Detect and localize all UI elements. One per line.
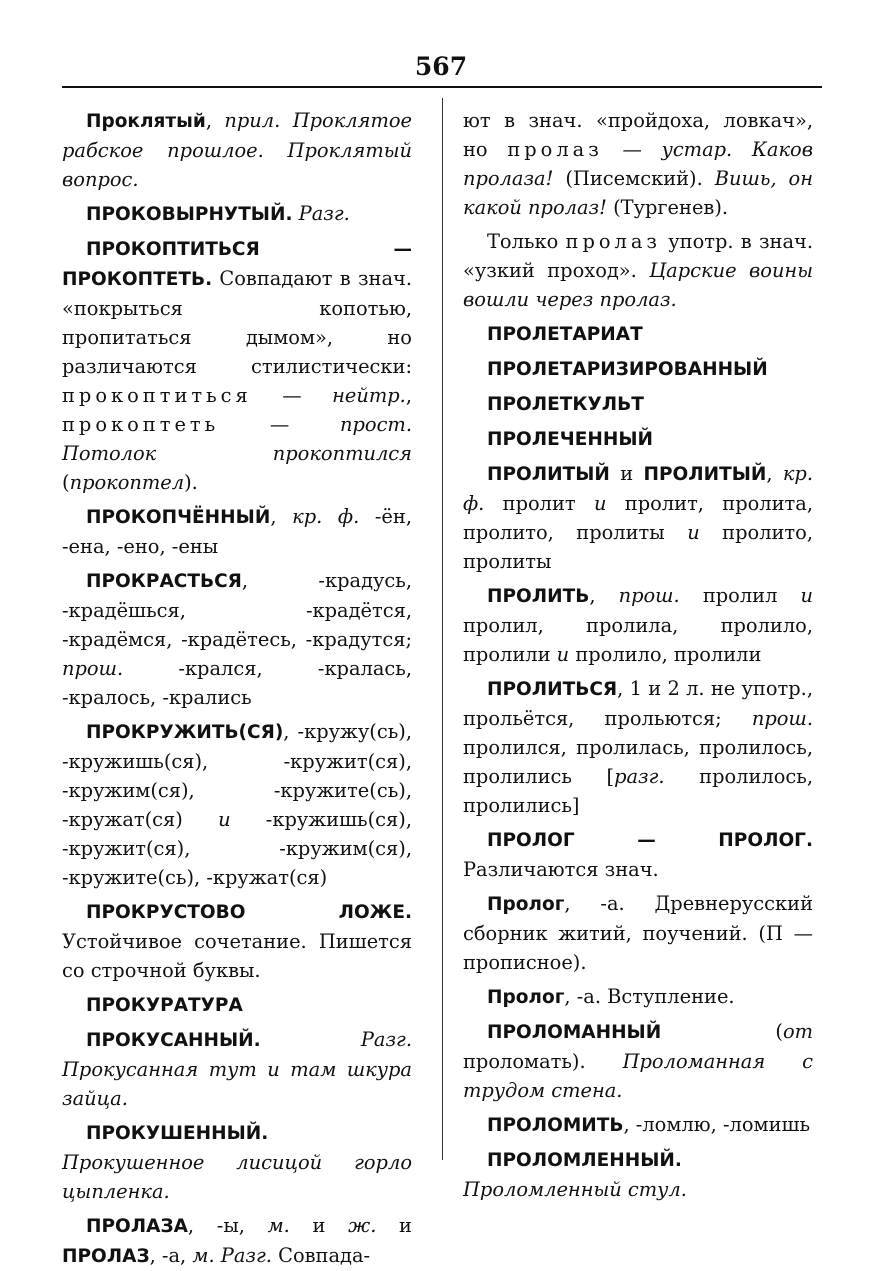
headword: ПРОЛЕЧЕННЫЙ	[487, 429, 653, 450]
entry-text: пролилось, пролились]	[463, 765, 813, 817]
entry-text: ют в знач. «пройдоха, ловкач», но	[463, 109, 813, 161]
entry-text: Совпада-	[271, 1244, 371, 1267]
entry-text: (	[661, 1020, 783, 1043]
headword: ПРОЛОМАННЫЙ	[487, 1022, 662, 1043]
italic-text: кр. ф.	[292, 505, 360, 528]
entry-text: -кружишь(ся), -кружит(ся), -кружим(ся), -кружите(сь), -кружат(ся)	[62, 808, 412, 889]
entry-text: , -а,	[149, 1244, 193, 1267]
entry-text: -крался, -кралась, -кралось, -крались	[62, 657, 412, 709]
dictionary-entry	[463, 354, 813, 384]
dictionary-entry	[463, 581, 813, 669]
page-number: 567	[414, 52, 468, 81]
italic-text: Проломленный стул.	[463, 1178, 687, 1201]
entry-text: проломать).	[463, 1050, 623, 1073]
entry-text: и	[376, 1214, 412, 1237]
dictionary-entry	[62, 717, 412, 892]
spaced-word: прокоптиться	[62, 384, 252, 407]
headword: ПРОЛОМЛЕННЫЙ.	[487, 1150, 682, 1171]
headword: ПРОЛЕТКУЛЬТ	[487, 394, 644, 415]
right-column	[463, 106, 813, 1204]
italic-text: м.	[267, 1214, 290, 1237]
entry-text: , -ломлю, -ломишь	[623, 1113, 811, 1136]
headword: ПРОЛАЗА	[86, 1216, 188, 1237]
italic-text: кр. ф.	[463, 462, 813, 515]
entry-text	[261, 1028, 361, 1051]
dictionary-entry	[62, 106, 412, 194]
dictionary-entry	[62, 1025, 412, 1113]
entry-text: , -крадусь, -крадёшься, -крадётся, -крадёмся, -крадётесь, -крадутся;	[62, 569, 412, 651]
headword: ПРОКОВЫРНУТЫЙ.	[86, 204, 293, 225]
entry-text: , -ы,	[187, 1214, 268, 1237]
entry-text: -ён, -ена, -ено, -ены	[62, 505, 412, 558]
headword: ПРОЛИТЫЙ	[643, 464, 767, 485]
entry-text: и	[289, 1214, 349, 1237]
dictionary-entry	[463, 424, 813, 454]
entry-text: , -а. Древнерусский сборник житий, поучений. (П — прописное).	[463, 892, 813, 974]
headword: ПРОКРАСТЬСЯ	[86, 571, 242, 592]
entry-text: ,	[766, 462, 783, 485]
italic-text: прокоптел	[69, 471, 185, 494]
italic-text: м. Разг.	[192, 1244, 272, 1267]
headword: Пролог	[487, 987, 565, 1008]
italic-text: прош.	[618, 584, 680, 607]
italic-text: и	[556, 643, 570, 666]
entry-text: употр. в знач. «узкий проход».	[463, 230, 813, 282]
entry-text: (Писемский).	[553, 167, 715, 190]
entry-text: , -кружу(сь), -кружишь(ся), -кружит(ся), -кружим(ся), -кружите(сь), -кружат(ся)	[62, 720, 412, 831]
italic-text: и	[687, 521, 700, 544]
dictionary-entry	[463, 889, 813, 977]
dictionary-entry	[463, 1017, 813, 1105]
entry-text: —	[251, 384, 333, 407]
entry-text: пролил	[679, 584, 801, 607]
headword: ПРОКРУСТОВО ЛОЖЕ.	[86, 902, 412, 923]
dictionary-entry	[62, 897, 412, 985]
headword: ПРОКУШЕННЫЙ.	[86, 1123, 269, 1144]
entry-text: Только	[487, 230, 566, 253]
italic-text: прил. Проклятое рабское прошлое. Проклятый вопрос.	[62, 109, 412, 191]
dictionary-entry	[463, 1110, 813, 1140]
entry-text: ,	[205, 109, 225, 132]
dictionary-entry	[463, 982, 813, 1012]
dictionary-entry	[62, 1118, 412, 1206]
headword: ПРОЛОМИТЬ	[487, 1115, 624, 1136]
entry-text: Устойчивое сочетание. Пишется со строчной буквы.	[62, 930, 412, 982]
headword: ПРОКРУЖИТЬ(СЯ)	[86, 722, 284, 743]
entry-text: —	[219, 413, 340, 436]
headword: ПРОЛИТЬСЯ	[487, 679, 618, 700]
spaced-word: пролаз	[507, 138, 603, 161]
entry-text: ,	[405, 384, 412, 407]
spaced-word: прокоптеть	[62, 413, 220, 436]
italic-text: разг.	[614, 765, 665, 788]
italic-text: Вишь, он какой пролаз!	[463, 167, 813, 219]
italic-text: ж.	[348, 1214, 377, 1237]
headword: Проклятый	[86, 111, 206, 132]
italic-text: Царские воины вошли через пролаз.	[463, 259, 813, 311]
entry-text: ).	[184, 471, 198, 494]
dictionary-entry	[463, 227, 813, 314]
italic-text: Разг. Прокусанная тут и там шкура зайца.	[62, 1028, 412, 1110]
italic-text: и	[593, 492, 607, 515]
spaced-word: пролаз	[565, 230, 661, 253]
entry-text: —	[602, 138, 662, 161]
italic-text: прош.	[62, 657, 124, 680]
dictionary-entry	[463, 674, 813, 820]
column-divider	[442, 98, 443, 1160]
entry-text: пролился, пролилась, пролилось, пролились [	[463, 736, 813, 788]
italic-text: устар. Каков пролаза!	[463, 138, 814, 190]
entry-text: ,	[270, 505, 293, 528]
entry-text: и	[609, 462, 644, 485]
header-rule	[62, 86, 822, 88]
entry-text: пролил, пролила, пролило, пролили	[463, 614, 813, 666]
headword: Пролог	[487, 894, 565, 915]
entry-text: пролито, пролиты	[463, 521, 814, 573]
entry-text: , -а. Вступление.	[564, 985, 735, 1008]
entry-text: (Тургенев).	[606, 196, 729, 219]
dictionary-entry	[463, 825, 813, 884]
left-column	[62, 106, 412, 1271]
headword: ПРОЛИТЬ	[487, 586, 590, 607]
dictionary-entry	[463, 319, 813, 349]
italic-text: от	[782, 1020, 813, 1043]
entry-text: пролило, пролили	[569, 643, 762, 666]
headword: ПРОЛАЗ	[62, 1246, 150, 1267]
headword: ПРОКОПТИТЬСЯ — ПРОКОПТЕТЬ.	[62, 239, 412, 290]
entry-text: пролит	[484, 492, 594, 515]
italic-text: нейтр.	[332, 384, 406, 407]
italic-text: Разг.	[298, 202, 350, 225]
dictionary-entry	[62, 502, 412, 561]
entry-text: Различаются знач.	[463, 858, 659, 881]
italic-text: Проломанная с трудом стена.	[463, 1050, 814, 1102]
dictionary-entry	[62, 990, 412, 1020]
italic-text: и	[800, 584, 813, 607]
headword: ПРОЛЕТАРИАТ	[487, 324, 643, 345]
dictionary-entry	[62, 199, 412, 229]
italic-text: прост. Потолок прокоптился	[62, 413, 412, 465]
dictionary-entry	[62, 566, 412, 712]
headword: ПРОКУРАТУРА	[86, 995, 243, 1016]
dictionary-entry	[463, 389, 813, 419]
dictionary-entry	[62, 1211, 412, 1271]
entry-text: (	[62, 471, 70, 494]
entry-text: , 1 и 2 л. не употр., прольётся, прольются;	[463, 677, 813, 730]
entry-text: пролит, пролита, пролито, пролиты	[463, 492, 813, 544]
entry-text: Совпадают в знач. «покрыться копотью, пропитаться дымом», но различаются стилистически:	[62, 267, 412, 378]
dictionary-entry	[62, 234, 412, 497]
headword: ПРОЛЕТАРИЗИРОВАННЫЙ	[487, 359, 768, 380]
italic-text: прош.	[751, 707, 813, 730]
italic-text: Прокушенное лисицой горло цыпленка.	[62, 1151, 412, 1203]
headword: ПРОКУСАННЫЙ.	[86, 1030, 261, 1051]
headword: ПРОЛИТЫЙ	[487, 464, 610, 485]
dictionary-entry	[463, 1145, 813, 1204]
entry-text: ,	[589, 584, 619, 607]
italic-text: и	[218, 808, 231, 831]
headword: ПРОЛОГ — ПРОЛОГ.	[487, 830, 813, 851]
dictionary-entry	[463, 459, 813, 576]
headword: ПРОКОПЧЁННЫЙ	[86, 507, 271, 528]
dictionary-entry	[463, 106, 813, 222]
